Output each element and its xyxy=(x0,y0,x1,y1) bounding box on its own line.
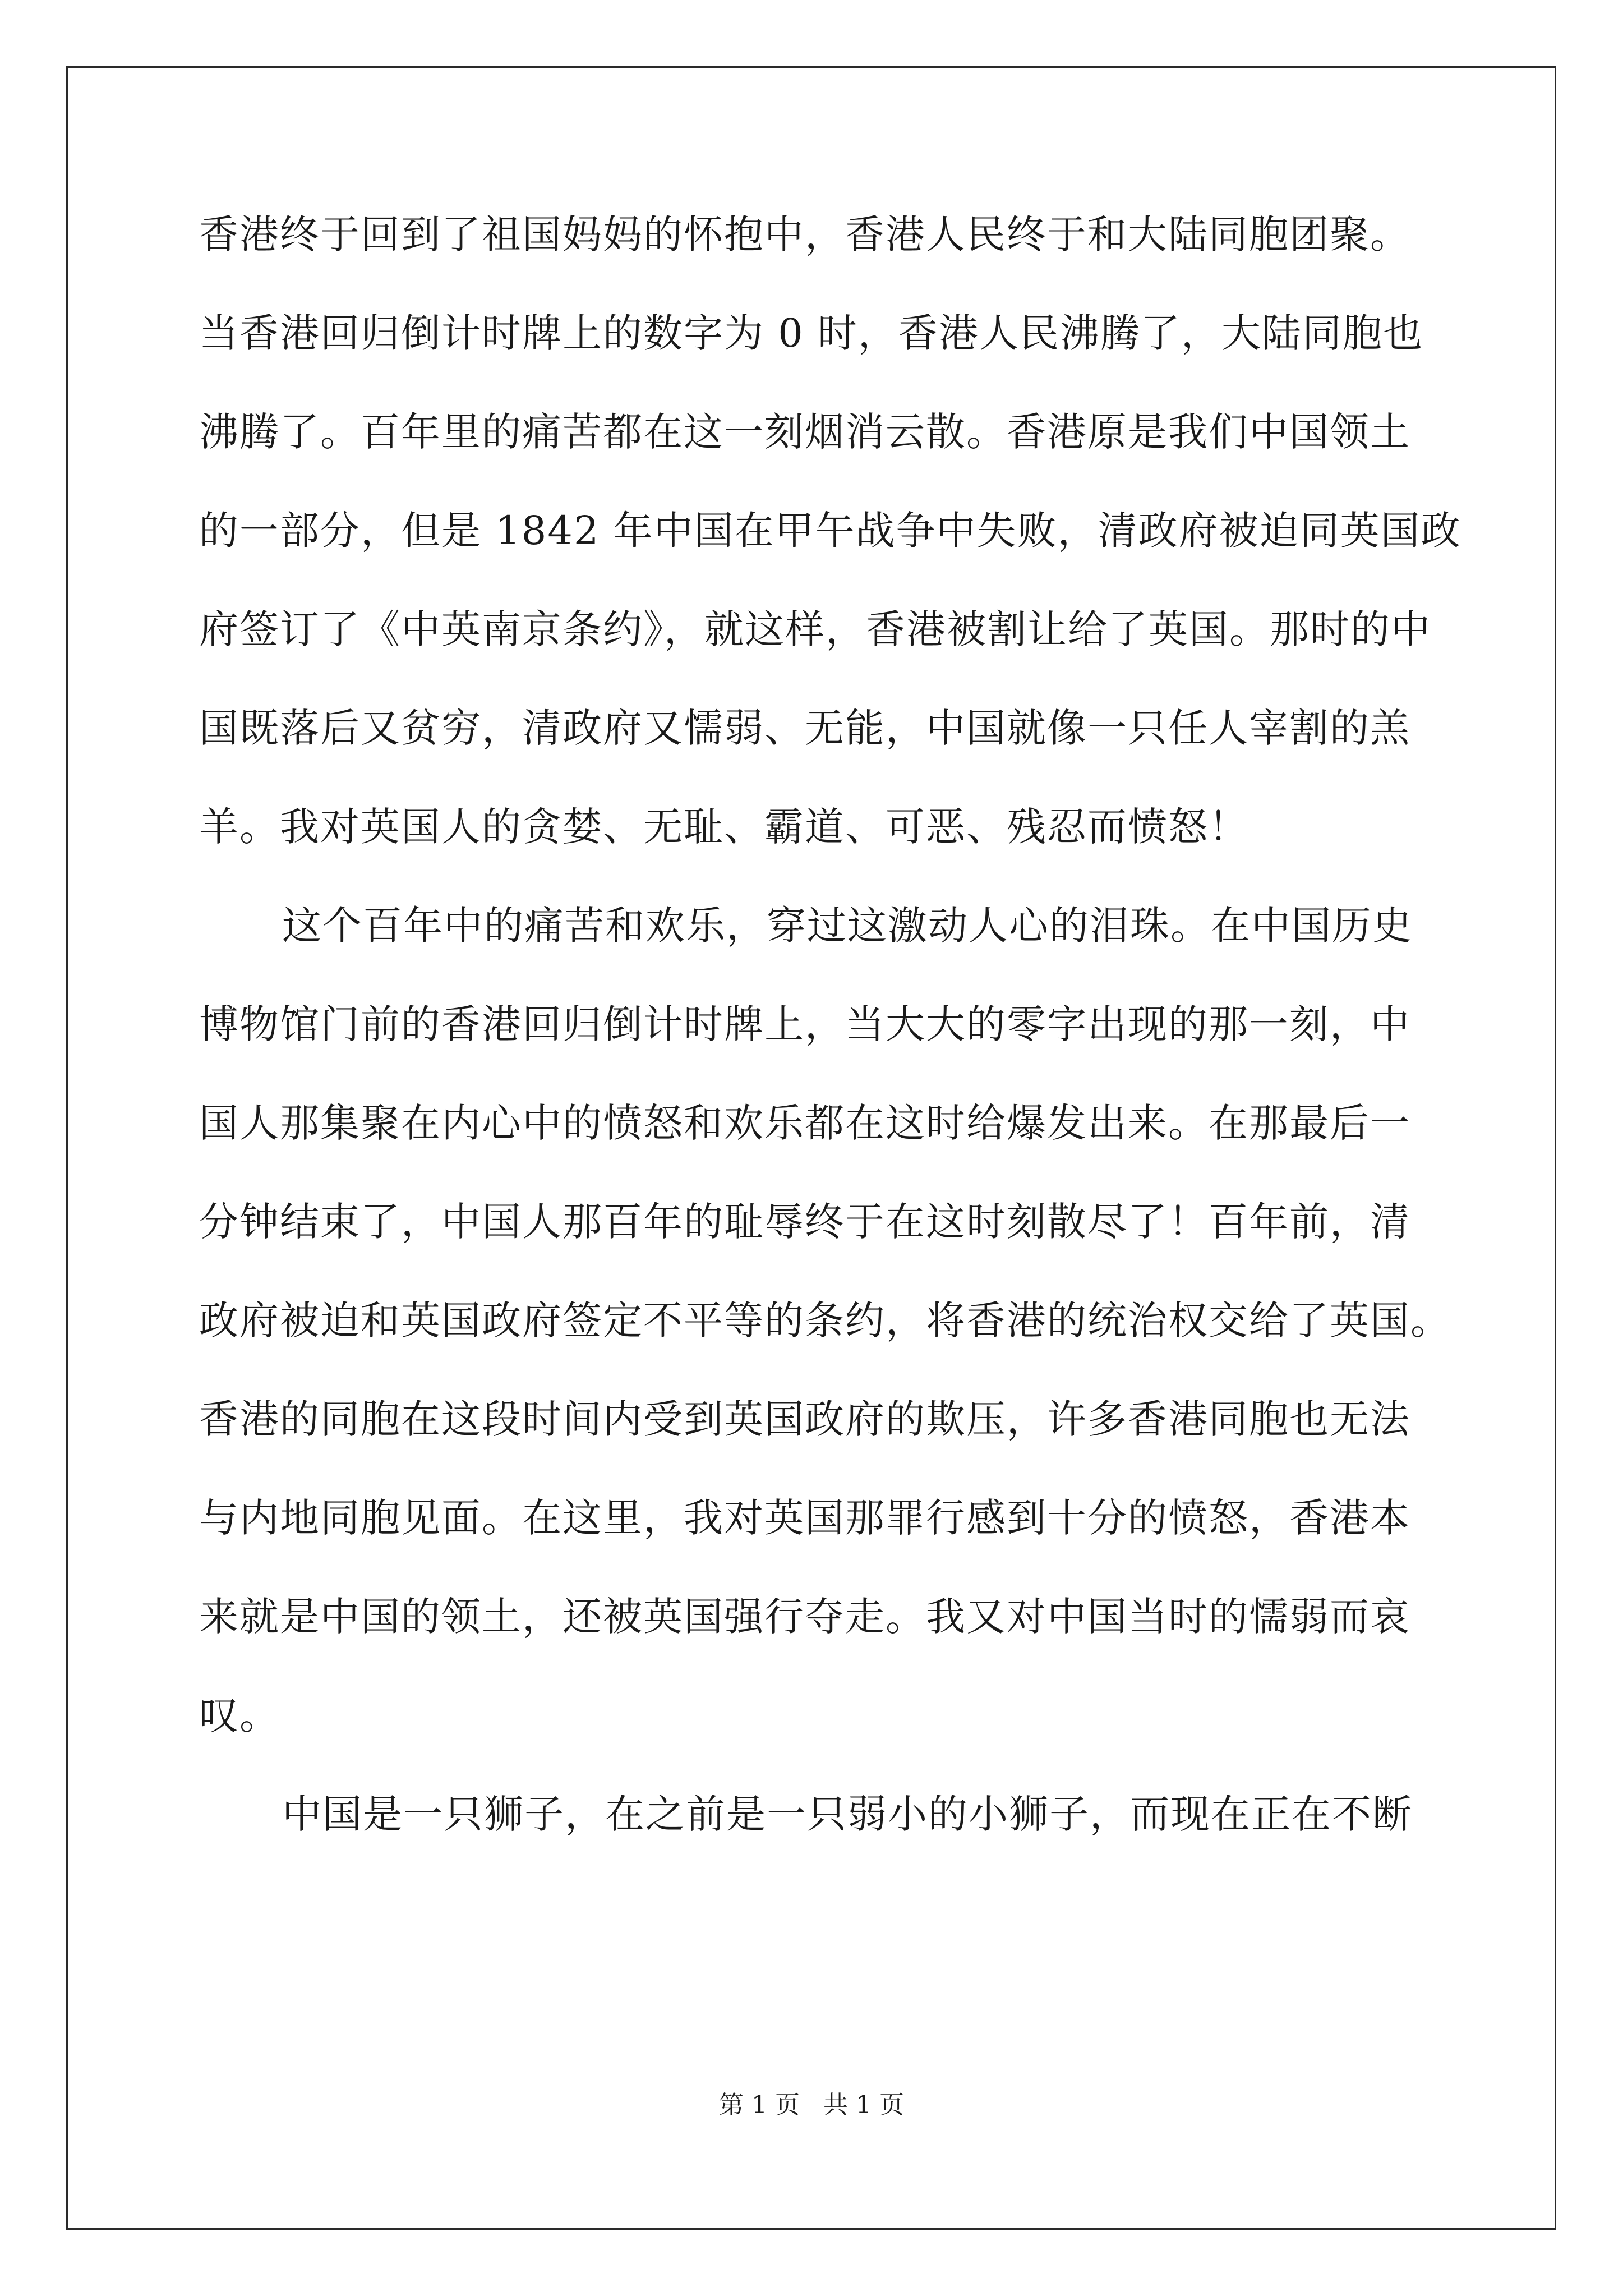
text-line-10: 国人那集聚在内心中的愤怒和欢乐都在这时给爆发出来。在那最后一 xyxy=(199,1100,1410,1146)
text-line-6: 国既落后又贫穷，清政府又懦弱、无能，中国就像一只任人宰割的羔 xyxy=(199,705,1410,751)
text-line-16: 叹。 xyxy=(199,1692,280,1738)
text-line-9: 博物馆门前的香港回归倒计时牌上，当大大的零字出现的那一刻，中 xyxy=(199,1001,1410,1047)
text-line-3: 沸腾了。百年里的痛苦都在这一刻烟消云散。香港原是我们中国领土 xyxy=(199,409,1410,455)
page-number: 第 1 页 xyxy=(719,2091,800,2119)
text-line-14: 与内地同胞见面。在这里，我对英国那罪行感到十分的愤怒，香港本 xyxy=(199,1495,1410,1541)
text-line-5: 府签订了《中英南京条约》，就这样，香港被割让给了英国。那时的中 xyxy=(199,606,1431,652)
text-line-13: 香港的同胞在这段时间内受到英国政府的欺压，许多香港同胞也无法 xyxy=(199,1396,1410,1442)
text-line-12: 政府被迫和英国政府签定不平等的条约，将香港的统治权交给了英国。 xyxy=(199,1297,1451,1343)
text-line-2: 当香港回归倒计时牌上的数字为 0 时，香港人民沸腾了，大陆同胞也 xyxy=(199,310,1424,356)
text-line-17: 中国是一只狮子，在之前是一只弱小的小狮子，而现在正在不断 xyxy=(282,1791,1413,1837)
text-line-15: 来就是中国的领土，还被英国强行夺走。我又对中国当时的懦弱而哀 xyxy=(199,1594,1410,1640)
text-line-7: 羊。我对英国人的贪婪、无耻、霸道、可恶、残忍而愤怒！ xyxy=(199,804,1249,850)
text-line-8: 这个百年中的痛苦和欢乐，穿过这激动人心的泪珠。在中国历史 xyxy=(282,903,1413,949)
text-line-4: 的一部分，但是 1842 年中国在甲午战争中失败，清政府被迫同英国政 xyxy=(199,508,1461,554)
document-body xyxy=(199,185,1461,1864)
text-line-1: 香港终于回到了祖国妈妈的怀抱中，香港人民终于和大陆同胞团聚。 xyxy=(199,211,1410,257)
page-footer xyxy=(0,2088,1623,2122)
page-total: 共 1 页 xyxy=(823,2091,904,2119)
text-line-11: 分钟结束了，中国人那百年的耻辱终于在这时刻散尽了！百年前，清 xyxy=(199,1199,1410,1245)
